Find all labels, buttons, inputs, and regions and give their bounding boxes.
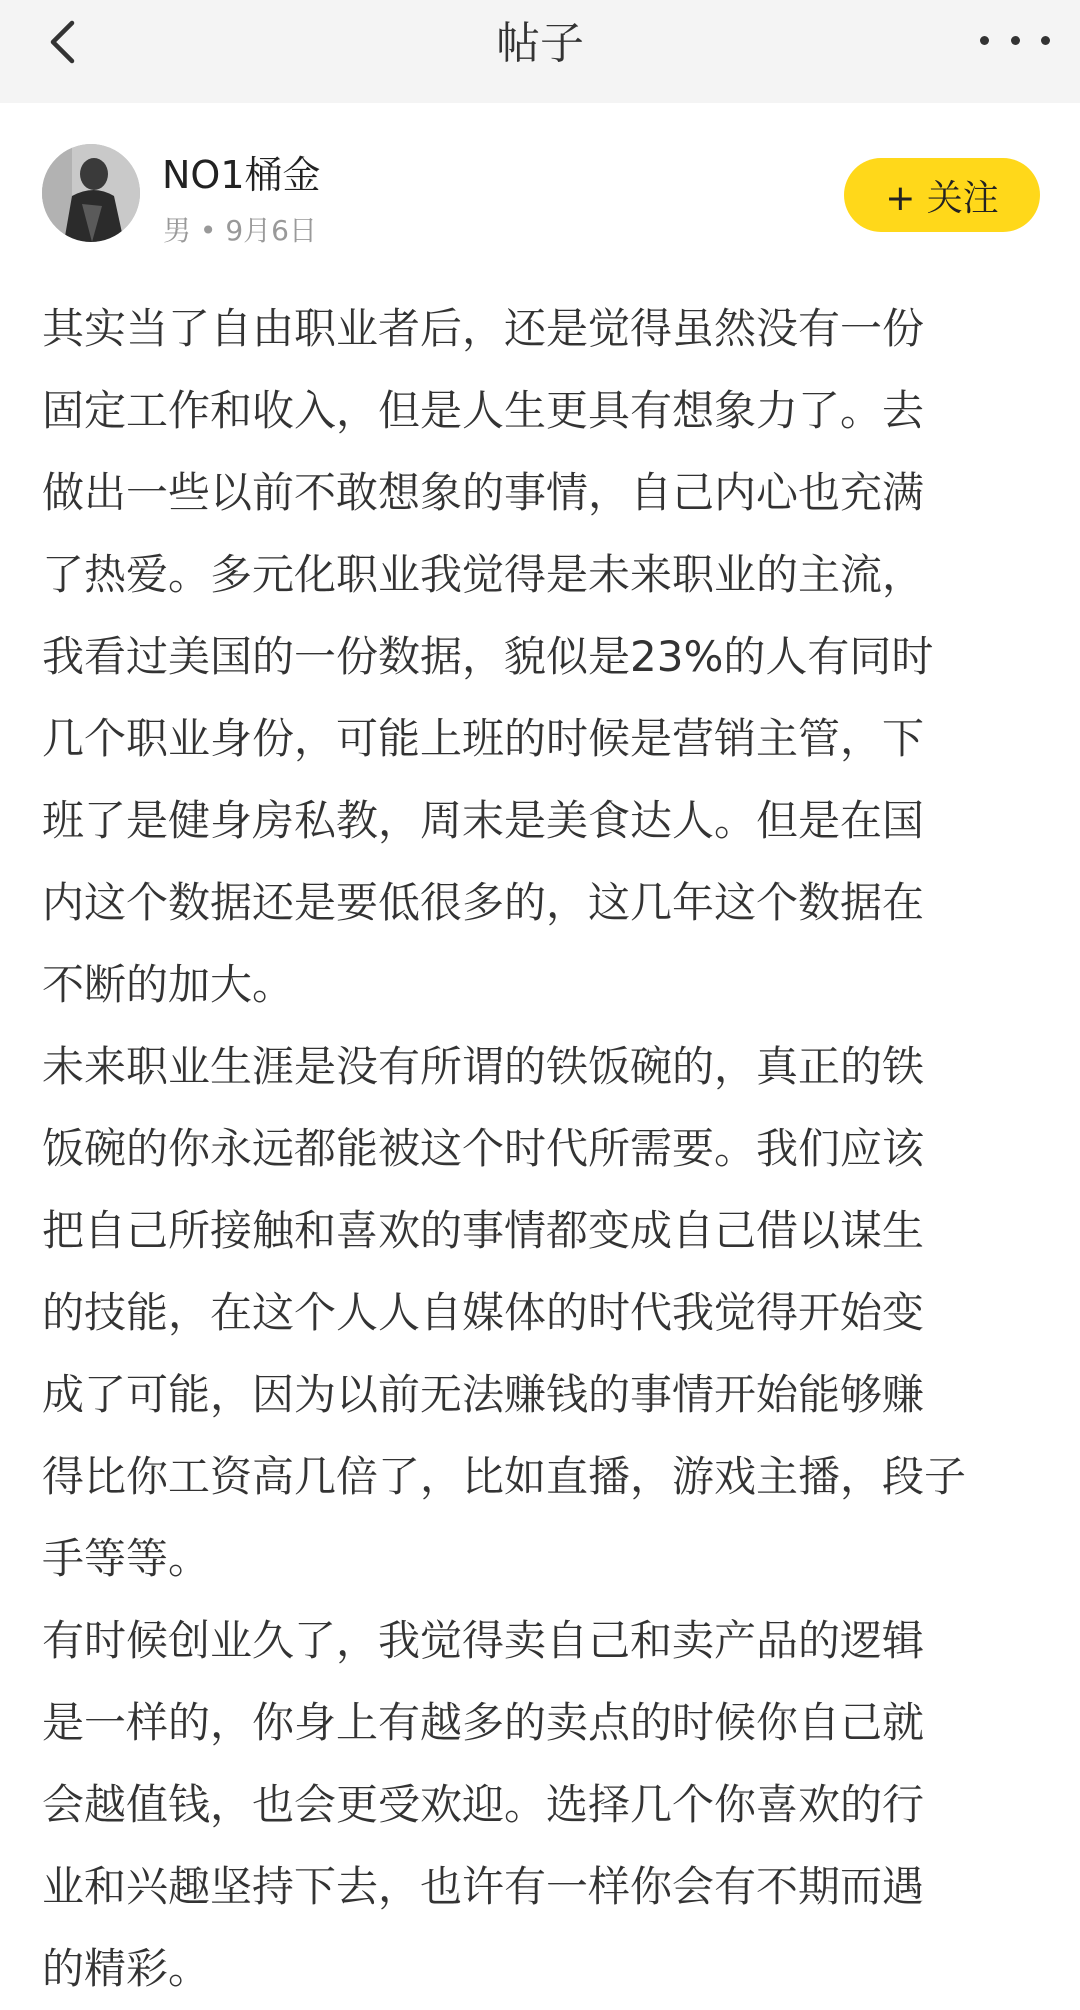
top-nav-bar — [0, 0, 1080, 103]
post-text-line: 的精彩。 — [42, 1944, 211, 1993]
chevron-left-icon — [47, 19, 77, 65]
follow-button[interactable]: + 关注 — [844, 158, 1040, 232]
post-text-line: 得比你工资高几倍了，比如直播，游戏主播，段子 — [42, 1452, 967, 1501]
post-text-line: 了热爱。多元化职业我觉得是未来职业的主流， — [42, 550, 925, 599]
more-dots-icon — [980, 36, 989, 45]
post-text-line: 手等等。 — [42, 1534, 211, 1583]
more-options-button[interactable] — [980, 26, 1050, 54]
author-header — [0, 140, 1080, 250]
post-text-line: 不断的加大。 — [42, 960, 295, 1009]
post-text-line: 做出一些以前不敢想象的事情，自己内心也充满 — [42, 468, 925, 517]
post-text-line: 把自己所接触和喜欢的事情都变成自己借以谋生 — [42, 1206, 925, 1255]
post-text-line: 几个职业身份，可能上班的时候是营销主管，下 — [42, 714, 925, 763]
post-text-line: 饭碗的你永远都能被这个时代所需要。我们应该 — [42, 1124, 925, 1173]
post-text-line: 成了可能，因为以前无法赚钱的事情开始能够赚 — [42, 1370, 925, 1419]
post-text-line: 是一样的，你身上有越多的卖点的时候你自己就 — [42, 1698, 925, 1747]
post-text-line: 有时候创业久了，我觉得卖自己和卖产品的逻辑 — [42, 1616, 925, 1665]
post-text-line: 业和兴趣坚持下去，也许有一样你会有不期而遇 — [42, 1862, 925, 1911]
post-text-line: 的技能，在这个人人自媒体的时代我觉得开始变 — [42, 1288, 925, 1337]
avatar-image — [42, 144, 140, 242]
author-meta: 男 • 9月6日 — [163, 214, 317, 247]
page-title: 帖子 — [496, 18, 584, 69]
post-text-line: 会越值钱，也会更受欢迎。选择几个你喜欢的行 — [42, 1780, 925, 1829]
post-text-line: 固定工作和收入，但是人生更具有想象力了。去 — [42, 386, 925, 435]
more-dot — [1041, 36, 1050, 45]
post-text-line: 其实当了自由职业者后，还是觉得虽然没有一份 — [42, 304, 925, 353]
avatar[interactable] — [42, 144, 140, 242]
post-text-line: 班了是健身房私教，周末是美食达人。但是在国 — [42, 796, 925, 845]
more-dot — [1011, 36, 1020, 45]
post-body — [42, 288, 1042, 2010]
back-button[interactable] — [40, 14, 84, 70]
post-text-line: 未来职业生涯是没有所谓的铁饭碗的，真正的铁 — [42, 1042, 925, 1091]
post-text-line: 我看过美国的一份数据，貌似是23%的人有同时 — [42, 632, 934, 681]
author-name[interactable]: NO1桶金 — [162, 153, 321, 197]
post-text-line: 内这个数据还是要低很多的，这几年这个数据在 — [42, 878, 925, 927]
